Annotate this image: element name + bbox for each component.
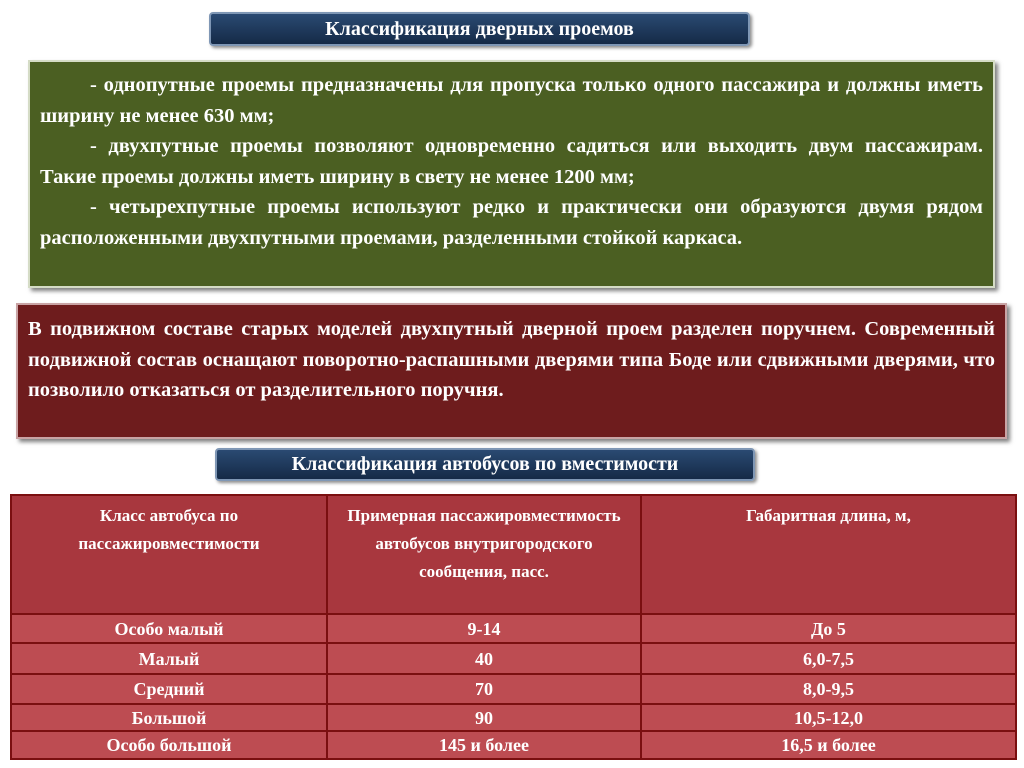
table-row	[11, 731, 1016, 759]
cell-capacity: 40	[327, 643, 641, 674]
cell-length: До 5	[641, 614, 1016, 643]
doors-section-title: Классификация дверных проемов	[209, 12, 750, 46]
cell-length: 10,5-12,0	[641, 704, 1016, 731]
handrail-note-text: В подвижном составе старых моделей двухпутный дверной проем разделен поручнем. Современный подвижной состав оснащают поворотно-распашными дверями типа Боде или сдвижными дверями, что позволило отказаться от разделительного поручня.	[28, 318, 995, 401]
table-row	[11, 643, 1016, 674]
cell-class: Большой	[11, 704, 327, 731]
cell-capacity: 9-14	[327, 614, 641, 643]
bus-capacity-table	[10, 494, 1017, 760]
door-single-path-text: - однопутные проемы предназначены для пропуска только одного пассажира и должны иметь ширину не менее 630 мм;	[40, 74, 983, 127]
cell-capacity: 145 и более	[327, 731, 641, 759]
door-quad-path-text: - четырехпутные проемы используют редко и практически они образуются двумя рядом расположенными двухпутными проемами, разделенными стойкой каркаса.	[40, 196, 983, 249]
table-row	[11, 614, 1016, 643]
doors-classification-box	[28, 60, 995, 288]
cell-class: Малый	[11, 643, 327, 674]
table-row	[11, 704, 1016, 731]
header-capacity: Примерная пассажировместимость автобусов внутригородского сообщения, пасс.	[327, 495, 641, 614]
table-row	[11, 674, 1016, 704]
cell-capacity: 70	[327, 674, 641, 704]
handrail-note-box	[16, 303, 1007, 439]
cell-capacity: 90	[327, 704, 641, 731]
cell-class: Средний	[11, 674, 327, 704]
cell-class: Особо малый	[11, 614, 327, 643]
cell-length: 8,0-9,5	[641, 674, 1016, 704]
door-double-path-text: - двухпутные проемы позволяют одновременно садиться или выходить двум пассажирам. Такие проемы должны иметь ширину в свету не менее 1200 мм;	[40, 135, 983, 188]
header-bus-class: Класс автобуса по пассажировместимости	[11, 495, 327, 614]
cell-length: 16,5 и более	[641, 731, 1016, 759]
table-header-row	[11, 495, 1016, 614]
cell-class: Особо большой	[11, 731, 327, 759]
cell-length: 6,0-7,5	[641, 643, 1016, 674]
buses-section-title: Классификация автобусов по вместимости	[215, 448, 755, 481]
header-length: Габаритная длина, м,	[641, 495, 1016, 614]
